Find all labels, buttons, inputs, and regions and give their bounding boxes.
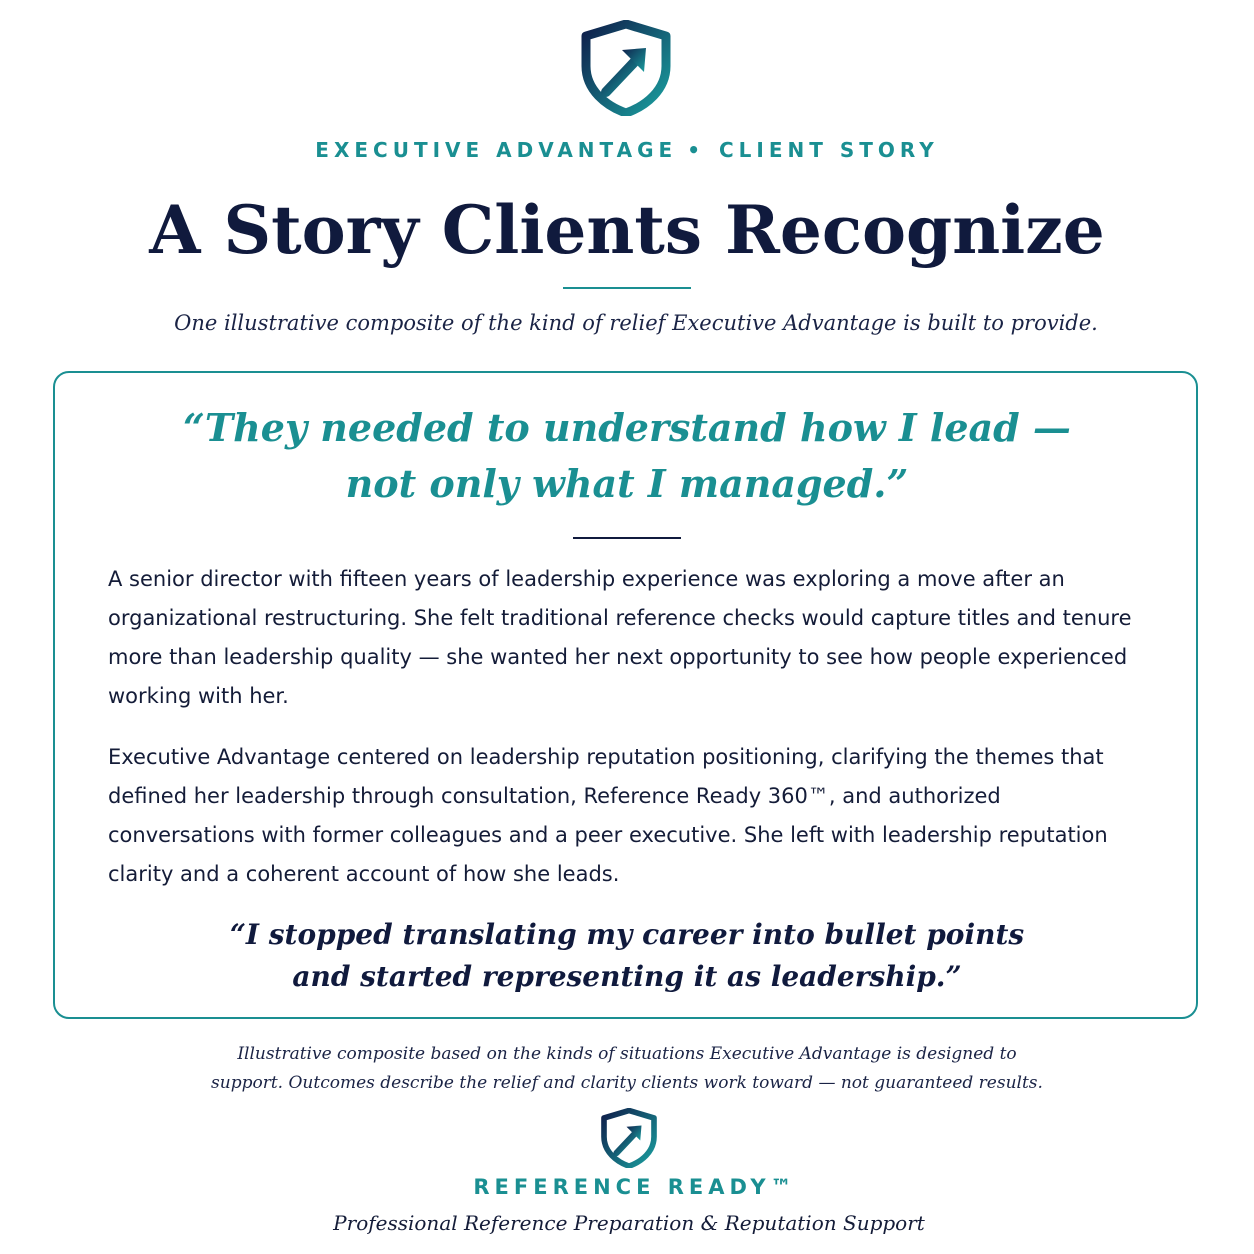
brand-tagline: Professional Reference Preparation & Reputation Support [333,1211,925,1235]
section-eyebrow [0,138,1254,162]
story-paragraph-outcome: Executive Advantage centered on leadership reputation positioning, clarifying the themes that defined her leadership through consultation, Reference Ready 360™, and authorized conversations with former colleagues and a peer executive. She left with leadership reputation clarity and a coherent account of how she leads. [108,745,1108,886]
client-quote-line: and started representing it as leadership.” [292,960,962,993]
client-quote-line: “I stopped translating my career into bullet points [229,918,1025,951]
disclaimer-line: Illustrative composite based on the kinds of situations Executive Advantage is designed to [237,1044,1017,1064]
story-paragraph-situation: A senior director with fifteen years of leadership experience was exploring a move after an organizational restructuring. She felt traditional reference checks would capture titles and tenure more than leadership quality — she wanted her next opportunity to see how people experienced working with her. [108,567,1132,708]
shield-arrow-icon [600,1108,658,1168]
title-divider [563,287,691,289]
shield-arrow-icon [580,20,672,116]
page-title: A Story Clients Recognize [149,191,1105,269]
eyebrow-category: CLIENT STORY [719,138,939,162]
page-subtitle: One illustrative composite of the kind of relief Executive Advantage is built to provide. [174,311,1098,335]
disclaimer-line: support. Outcomes describe the relief and clarity clients work toward — not guaranteed results. [211,1073,1043,1093]
headline-quote-line: not only what I managed.” [345,461,909,506]
headline-quote-line: “They needed to understand how I lead — [183,405,1071,450]
client-quote [0,914,1254,998]
headline-quote [0,400,1254,512]
brand-name: REFERENCE READY™ [473,1175,797,1199]
eyebrow-program: EXECUTIVE ADVANTAGE [315,138,678,162]
quote-divider [573,537,681,539]
eyebrow-separator: • [687,138,705,162]
disclaimer [0,1040,1254,1098]
